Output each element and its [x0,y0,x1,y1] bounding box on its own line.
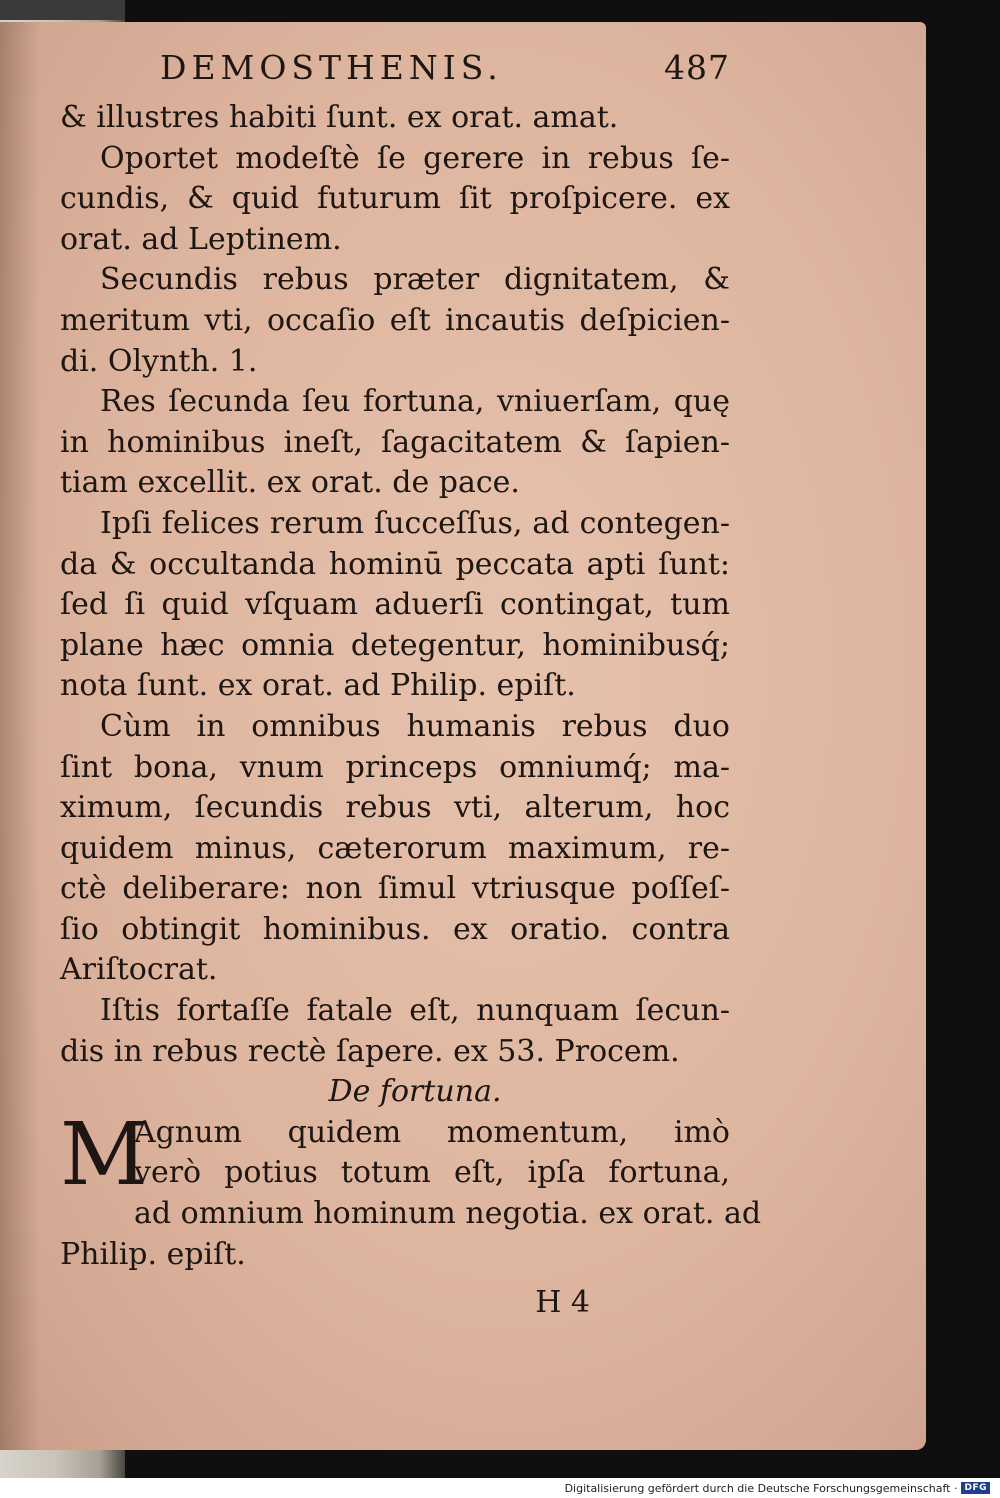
text-line: quidem minus, cæterorum maximum, re- [60,830,730,866]
section-title: De fortuna. [328,1074,502,1110]
drop-capital: M [60,1104,149,1205]
paragraph [60,382,730,504]
text-line: Agnum quidem momentum, imò [134,1114,730,1150]
running-header [60,48,730,98]
text-line: da & occultanda hominū peccata apti ſunt: [60,546,730,582]
text-line: Res ſecunda ſeu fortuna, vniuerſam, quę [100,384,730,420]
text-line: meritum vti, occaſio eſt incautis deſpicien- [60,302,730,338]
text-line: verò potius totum eſt, ipſa fortuna, [134,1155,730,1191]
page-gutter-shadow [0,22,40,1450]
digitization-footer [0,1478,1000,1498]
paragraph [60,504,730,707]
text-line: orat. ad Leptinem. [60,221,342,257]
text-line: plane hæc omnia detegentur, hominibusq́; [60,627,730,663]
text-line: ſed ſi quid vſquam aduerſi contingat, tum [60,587,730,623]
text-line: Cùm in omnibus humanis rebus duo [100,708,730,744]
dropcap-paragraph [60,1104,762,1275]
text-line: Secundis rebus præter dignitatem, & [100,262,730,298]
page-text-block [60,48,762,1324]
text-line: ſint bona, vnum princeps omniumq́; ma- [60,749,730,785]
text-line: Oportet modeſtè ſe gerere in rebus ſe- [100,140,730,176]
text-line: ad omnium hominum negotia. ex orat. ad [134,1196,762,1232]
text-line: Philip. epiſt. [60,1236,246,1272]
text-line: ximum, ſecundis rebus vti, alterum, hoc [60,790,730,826]
text-line: & illustres habiti ſunt. ex orat. amat. [60,100,619,135]
paragraph [60,707,730,991]
text-line: ctè deliberare: non ſimul vtriusque poſſeſ- [60,871,730,907]
text-line: cundis, & quid futurum ſit proſpicere. ex [60,181,730,217]
text-line: Ipſi felices rerum ſucceſſus, ad contegen- [100,505,730,541]
text-line: dis in rebus rectè ſapere. ex 53. Procem. [60,1033,680,1069]
text-line: di. Olynth. 1. [60,343,258,379]
text-line: in hominibus ineſt, ſagacitatem & ſapien- [60,424,730,460]
book-spine-top-edge [0,0,125,20]
paragraph [60,991,730,1072]
running-title: DEMOSTHENIS. [160,48,503,87]
dfg-logo-icon: DFG [961,1482,990,1494]
text-line: nota ſunt. ex orat. ad Philip. epiſt. [60,668,576,704]
paragraph [60,98,730,139]
funding-credit: Digitalisierung gefördert durch die Deutsche Forschungsgemeinschaft · [564,1481,958,1495]
text-line: tiam excellit. ex orat. de pace. [60,465,520,501]
text-line: Iſtis fortaſſe fatale eſt, nunquam ſecun- [100,993,730,1029]
text-line: Ariſtocrat. [60,952,218,988]
paragraph [60,260,730,382]
signature-mark: H 4 [535,1285,590,1321]
page-number: 487 [664,48,730,87]
paragraph [60,139,730,261]
text-line: ſio obtingit hominibus. ex oratio. contra [60,911,730,947]
